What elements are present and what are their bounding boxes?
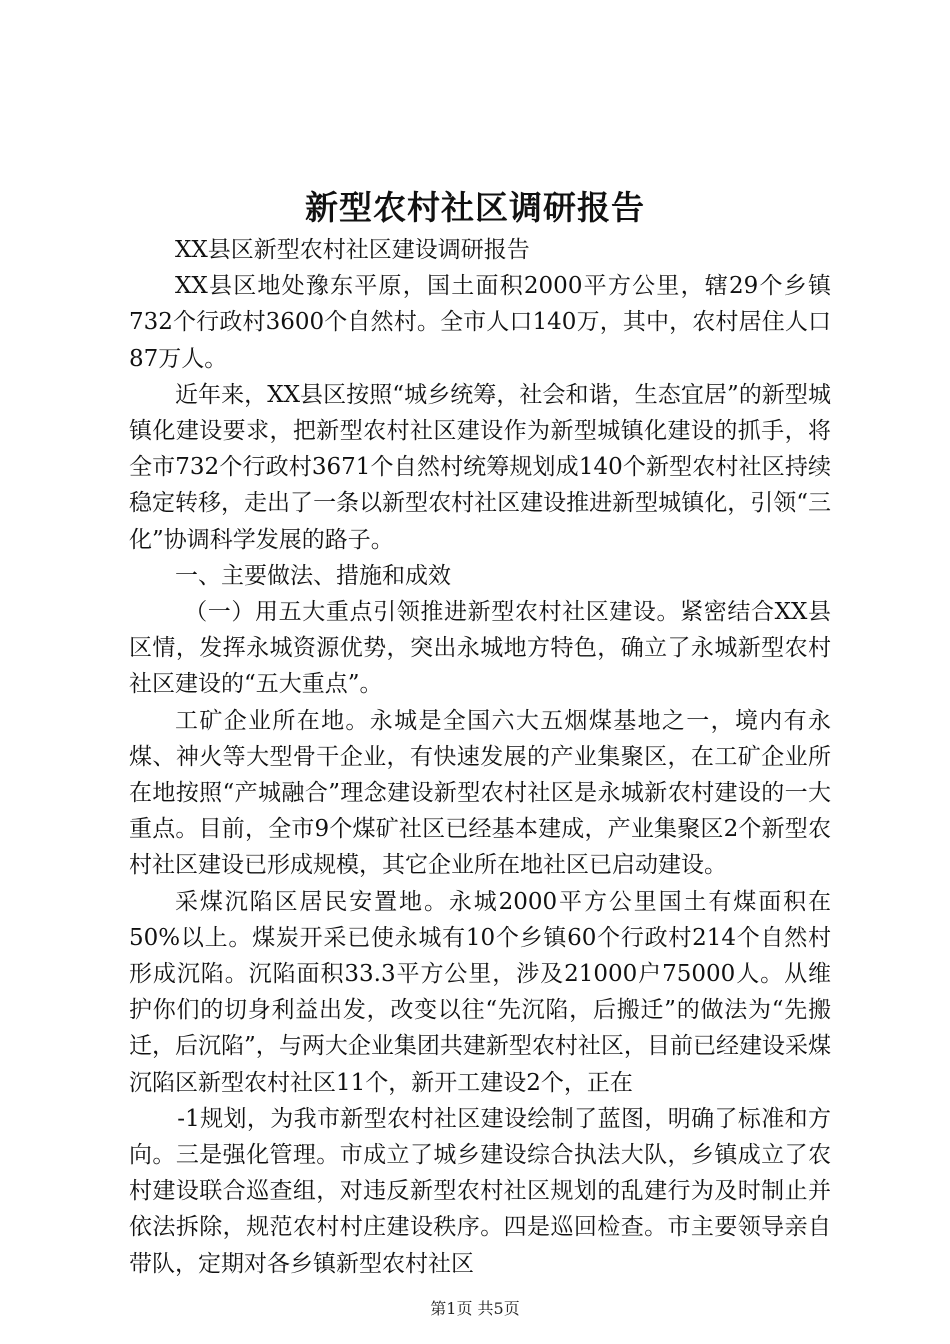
page-footer: 第1页 共5页 xyxy=(430,1299,520,1318)
document-body xyxy=(129,232,831,1282)
paragraph-overview: XX县区地处豫东平原，国土面积2000平方公里，辖29个乡镇732个行政村3600个自然村。全市人口140万，其中，农村居住人口87万人。 xyxy=(129,273,831,372)
paragraph-planning: -1规划，为我市新型农村社区建设绘制了蓝图，明确了标准和方向。三是强化管理。市成立了城乡建设综合执法大队，乡镇成立了农村建设联合巡查组，对违反新型农村社区规划的乱建行为及时制止并依法拆除，规范农村村庄建设秩序。四是巡回检查。市主要领导亲自带队，定期对各乡镇新型农村社区 xyxy=(129,1105,831,1277)
paragraph-five-priorities: （一）用五大重点引领推进新型农村社区建设。紧密结合XX县区情，发挥永城资源优势，突出永城地方特色，确立了永城新型农村社区建设的“五大重点”。 xyxy=(129,599,831,698)
paragraph-subsidence-areas: 采煤沉陷区居民安置地。永城2000平方公里国土有煤面积在50%以上。煤炭开采已使永城有10个乡镇60个行政村214个自然村形成沉陷。沉陷面积33.3平方公里，涉及21000户75000人。从维护你们的切身利益出发，改变以往“先沉陷，后搬迁”的做法为“先搬迁，后沉陷”，与两大企业集团共建新型农村社区，目前已经建设采煤沉陷区新型农村社区11个，新开工建设2个，正在 xyxy=(129,888,831,1096)
section-heading: 一、主要做法、措施和成效 xyxy=(175,562,451,589)
paragraph-recent-years: 近年来，XX县区按照“城乡统筹，社会和谐，生态宜居”的新型城镇化建设要求，把新型农村社区建设作为新型城镇化建设的抓手，将全市732个行政村3671个自然村统筹规划成140个新型农村社区持续稳定转移，走出了一条以新型农村社区建设推进新型城镇化，引领“三化”协调科学发展的路子。 xyxy=(129,381,831,553)
paragraph-industrial-sites: 工矿企业所在地。永城是全国六大五烟煤基地之一，境内有永煤、神火等大型骨干企业，有快速发展的产业集聚区，在工矿企业所在地按照“产城融合”理念建设新型农村社区是永城新农村建设的一大重点。目前，全市9个煤矿社区已经基本建成，产业集聚区2个新型农村社区建设已形成规模，其它企业所在地社区已启动建设。 xyxy=(129,707,831,879)
document-title: 新型农村社区调研报告 xyxy=(305,188,645,227)
paragraph-subtitle: XX县区新型农村社区建设调研报告 xyxy=(175,237,530,263)
